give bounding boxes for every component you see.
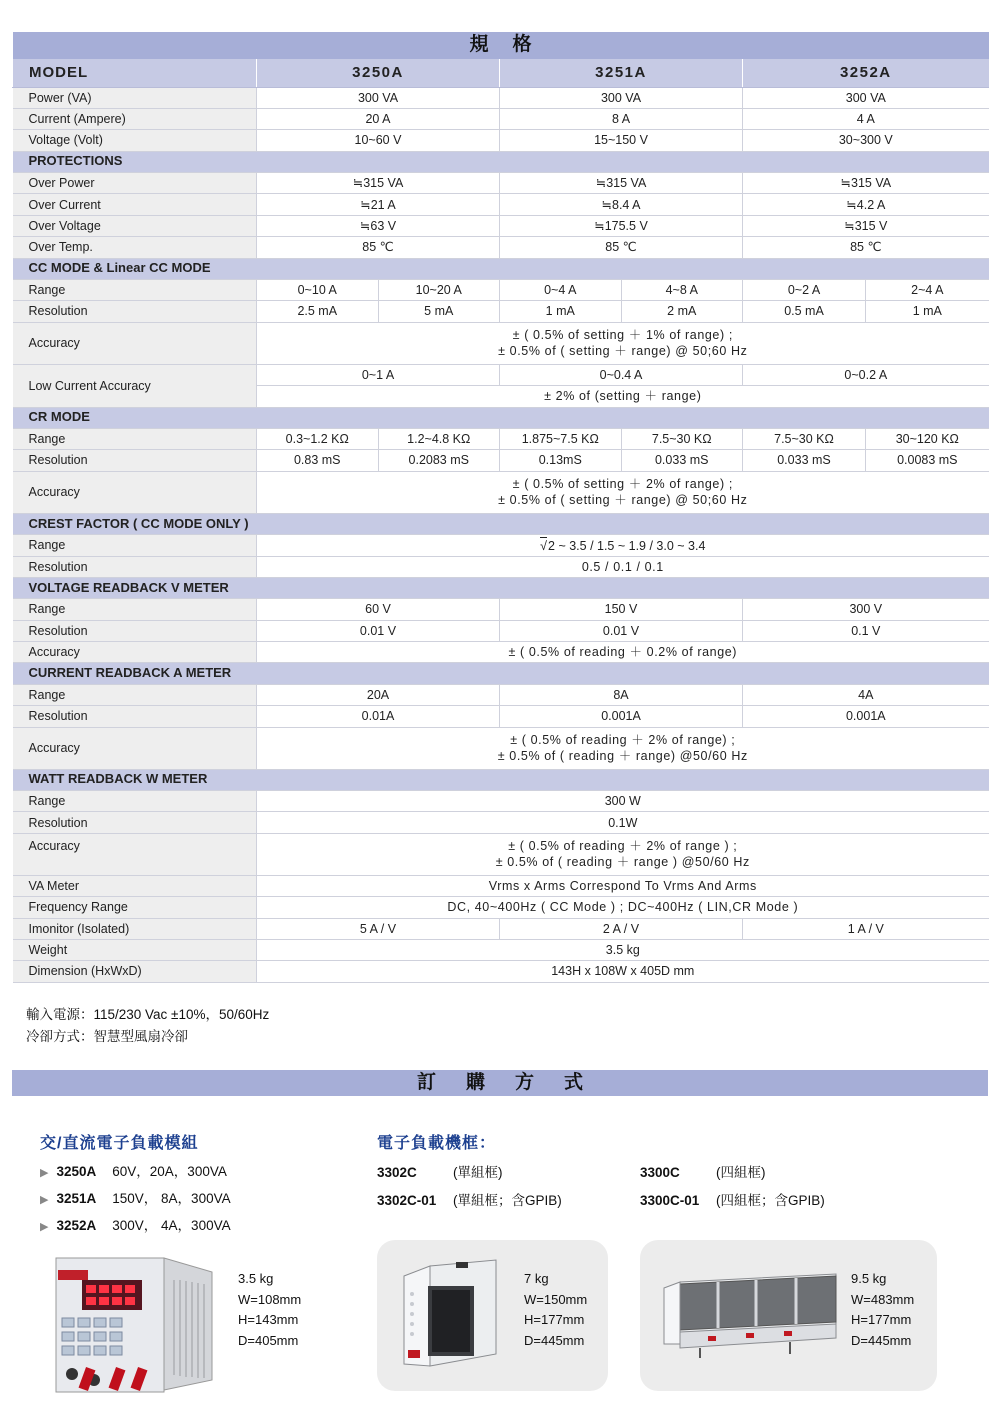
crest-range-value: 2 ~ 3.5 / 1.5 ~ 1.9 / 3.0 ~ 3.4 bbox=[548, 538, 706, 553]
spec-height: H=177mm bbox=[851, 1312, 912, 1327]
model-3251a: 3251A bbox=[500, 59, 743, 87]
cell: Vrms x Arms Correspond To Vrms And Arms bbox=[257, 875, 989, 896]
cell: 0~0.4 A bbox=[500, 364, 743, 385]
row-label: Resolution bbox=[13, 301, 257, 322]
row-label: Resolution bbox=[13, 812, 257, 833]
frame-item bbox=[377, 1161, 503, 1181]
module-model: 3251A bbox=[56, 1191, 97, 1206]
row-label: Accuracy bbox=[13, 833, 257, 875]
cell: DC, 40~400Hz ( CC Mode ) ; DC~400Hz ( LIN,CR Mode ) bbox=[257, 897, 989, 918]
cell: 85 ℃ bbox=[500, 237, 743, 258]
imonitor-row bbox=[13, 918, 989, 939]
frame-model: 3300C-01 bbox=[640, 1193, 700, 1208]
accuracy-line-1: ± ( 0.5% of reading ＋ 2% of range ) ; bbox=[508, 839, 738, 854]
module-desc: 150V， 8A，300VA bbox=[112, 1191, 231, 1206]
accuracy-line-1: ± ( 0.5% of setting ＋ 1% of range) ; bbox=[512, 328, 733, 343]
frame-item bbox=[640, 1189, 825, 1209]
frame-desc: (單組框；含GPIB) bbox=[453, 1193, 562, 1208]
cc-accuracy-row bbox=[13, 322, 989, 364]
accuracy-line-2: ± 0.5% of ( setting ＋ range) @ 50;60 Hz bbox=[498, 493, 748, 508]
module-item bbox=[40, 1187, 231, 1207]
load-module-image bbox=[52, 1250, 222, 1395]
row-label: Over Temp. bbox=[13, 237, 257, 258]
product-specs bbox=[851, 1269, 914, 1351]
cell: 10~60 V bbox=[257, 130, 500, 151]
triangle-right-icon: ▶ bbox=[40, 1221, 49, 1233]
quad-frame-image bbox=[660, 1270, 840, 1366]
cell: 5 mA bbox=[378, 301, 500, 322]
spec-weight: 9.5 kg bbox=[851, 1271, 887, 1286]
frame-desc: (四組框；含GPIB) bbox=[716, 1193, 825, 1208]
accuracy-cell bbox=[257, 322, 989, 364]
power-row bbox=[13, 87, 989, 108]
cell: ≒315 VA bbox=[500, 173, 743, 194]
cell: 0.5 / 0.1 / 0.1 bbox=[257, 556, 989, 577]
cell: 4~8 A bbox=[621, 280, 743, 301]
cell: ≒315 V bbox=[743, 215, 989, 236]
square-root-icon: √ bbox=[540, 538, 548, 553]
module-bay-inner bbox=[432, 1290, 470, 1352]
section-heading: PROTECTIONS bbox=[13, 151, 989, 172]
w-resolution-row bbox=[13, 812, 989, 833]
row-label: Voltage (Volt) bbox=[13, 130, 257, 151]
cell: 150 V bbox=[500, 599, 743, 620]
cooling-note: 冷卻方式：智慧型風扇冷卻 bbox=[26, 1029, 188, 1044]
accuracy-line-2: ± 0.5% of ( reading ＋ range) @50/60 Hz bbox=[497, 749, 748, 764]
row-label: Range bbox=[13, 791, 257, 812]
row-label: Resolution bbox=[13, 620, 257, 641]
cell: 143H x 108W x 405D mm bbox=[257, 961, 989, 982]
cell: 0.01A bbox=[257, 706, 500, 727]
cell: 1 mA bbox=[500, 301, 622, 322]
row-label: Power (VA) bbox=[13, 87, 257, 108]
row-label: Low Current Accuracy bbox=[13, 364, 257, 407]
cell: 300 W bbox=[257, 791, 989, 812]
cell: 85 ℃ bbox=[743, 237, 989, 258]
rack-ear bbox=[664, 1282, 680, 1344]
spec-width: W=108mm bbox=[238, 1291, 302, 1307]
cell: ≒315 VA bbox=[743, 173, 989, 194]
cell: 30~120 KΩ bbox=[866, 428, 989, 449]
footnotes bbox=[26, 1004, 269, 1048]
crest-resolution-row bbox=[13, 556, 989, 577]
row-label: Frequency Range bbox=[13, 897, 257, 918]
v-range-row bbox=[13, 599, 989, 620]
cell: 7.5~30 KΩ bbox=[621, 428, 743, 449]
cell: 15~150 V bbox=[500, 130, 743, 151]
cell: ≒175.5 V bbox=[500, 215, 743, 236]
cell: 85 ℃ bbox=[257, 237, 500, 258]
dimension-row bbox=[13, 961, 989, 982]
cc-range-row bbox=[13, 280, 989, 301]
spec-height: H=143mm bbox=[238, 1312, 299, 1327]
accuracy-line-2: ± 0.5% of ( setting ＋ range) @ 50;60 Hz bbox=[498, 344, 748, 359]
row-label: VA Meter bbox=[13, 875, 257, 896]
cell: 4 A bbox=[743, 108, 989, 129]
row-label: Accuracy bbox=[13, 322, 257, 364]
cell: 2 A / V bbox=[500, 918, 743, 939]
cell: 0.001A bbox=[743, 706, 989, 727]
row-label: Accuracy bbox=[13, 642, 257, 663]
cell: 4A bbox=[743, 684, 989, 705]
cell: 1 A / V bbox=[743, 918, 989, 939]
frame-model: 3300C bbox=[640, 1165, 680, 1180]
cell: 0.01 V bbox=[257, 620, 500, 641]
a-resolution-row bbox=[13, 706, 989, 727]
module-model: 3252A bbox=[56, 1218, 97, 1233]
voltage-row bbox=[13, 130, 989, 151]
row-label: Accuracy bbox=[13, 727, 257, 769]
accuracy-cell bbox=[257, 471, 989, 513]
model-3252a: 3252A bbox=[743, 59, 989, 87]
spec-depth: D=445mm bbox=[851, 1332, 912, 1348]
a-range-row bbox=[13, 684, 989, 705]
w-range-row bbox=[13, 791, 989, 812]
cell: 1.2~4.8 KΩ bbox=[378, 428, 500, 449]
cr-resolution-row bbox=[13, 450, 989, 471]
cell: 3.5 kg bbox=[257, 940, 989, 961]
cell: 2.5 mA bbox=[257, 301, 379, 322]
section-heading: CREST FACTOR ( CC MODE ONLY ) bbox=[13, 513, 989, 534]
terminal-black bbox=[66, 1368, 78, 1380]
accuracy-line-1: ± ( 0.5% of setting ＋ 2% of range) ; bbox=[512, 477, 733, 491]
section-heading: CC MODE & Linear CC MODE bbox=[13, 258, 989, 279]
over-power-row bbox=[13, 173, 989, 194]
model-label: MODEL bbox=[13, 59, 257, 87]
module-heading: 交/直流電子負載模組 bbox=[40, 1135, 199, 1152]
cell: 0.1 V bbox=[743, 620, 989, 641]
cell: 2 mA bbox=[621, 301, 743, 322]
row-label: Over Power bbox=[13, 173, 257, 194]
cell: 0.13mS bbox=[500, 450, 622, 471]
low-current-row bbox=[13, 364, 989, 385]
spec-title: 規格 bbox=[13, 32, 989, 59]
power-input-note: 輸入電源：115/230 Vac ±10%，50/60Hz bbox=[26, 1007, 270, 1022]
frame-desc: (單組框) bbox=[453, 1165, 503, 1180]
row-label: Accuracy bbox=[13, 471, 257, 513]
frame-item bbox=[640, 1161, 766, 1181]
row-label: Over Voltage bbox=[13, 215, 257, 236]
cell: 0~4 A bbox=[500, 280, 622, 301]
row-label: Dimension (HxWxD) bbox=[13, 961, 257, 982]
module-item bbox=[40, 1214, 231, 1234]
row-label: Range bbox=[13, 535, 257, 556]
quad-frame-bays bbox=[680, 1276, 836, 1330]
over-temp-row bbox=[13, 237, 989, 258]
cell: 60 V bbox=[257, 599, 500, 620]
led-display bbox=[82, 1280, 142, 1310]
module-desc: 300V， 4A，300VA bbox=[112, 1218, 231, 1233]
row-label: Range bbox=[13, 599, 257, 620]
cell: 30~300 V bbox=[743, 130, 989, 151]
cell: 20A bbox=[257, 684, 500, 705]
cell: 2~4 A bbox=[866, 280, 989, 301]
cell: 0.033 mS bbox=[621, 450, 743, 471]
cell: 0.01 V bbox=[500, 620, 743, 641]
current-row bbox=[13, 108, 989, 129]
module-model: 3250A bbox=[56, 1164, 97, 1179]
section-heading: WATT READBACK W METER bbox=[13, 769, 989, 790]
cell: 300 VA bbox=[500, 87, 743, 108]
accuracy-cell bbox=[257, 727, 989, 769]
cell: 10~20 A bbox=[378, 280, 500, 301]
cell: 8 A bbox=[500, 108, 743, 129]
cell: 0.0083 mS bbox=[866, 450, 989, 471]
cell: ≒21 A bbox=[257, 194, 500, 215]
section-heading: VOLTAGE READBACK V METER bbox=[13, 577, 989, 598]
a-accuracy-row bbox=[13, 727, 989, 769]
cell: 300 VA bbox=[743, 87, 989, 108]
cell: 20 A bbox=[257, 108, 500, 129]
cell: 0.3~1.2 KΩ bbox=[257, 428, 379, 449]
cr-accuracy-row bbox=[13, 471, 989, 513]
row-label: Current (Ampere) bbox=[13, 108, 257, 129]
order-title: 訂購方式 bbox=[12, 1070, 988, 1096]
cell: 300 V bbox=[743, 599, 989, 620]
spec-depth: D=445mm bbox=[524, 1332, 585, 1348]
cell: 0.2083 mS bbox=[378, 450, 500, 471]
cell: 300 VA bbox=[257, 87, 500, 108]
cell: ≒63 V bbox=[257, 215, 500, 236]
spec-weight: 7 kg bbox=[524, 1271, 549, 1286]
frequency-row bbox=[13, 897, 989, 918]
spec-width: W=150mm bbox=[524, 1291, 588, 1307]
cell: 0.033 mS bbox=[743, 450, 866, 471]
spec-weight: 3.5 kg bbox=[238, 1271, 274, 1286]
cell: 8A bbox=[500, 684, 743, 705]
cc-resolution-row bbox=[13, 301, 989, 322]
product-specs bbox=[238, 1269, 301, 1351]
module-side-panel bbox=[164, 1258, 212, 1390]
cell: ± ( 0.5% of reading ＋ 0.2% of range) bbox=[257, 642, 989, 663]
cell: 0.5 mA bbox=[743, 301, 866, 322]
cell: 0.1W bbox=[257, 812, 989, 833]
row-label: Range bbox=[13, 684, 257, 705]
cell: 0~10 A bbox=[257, 280, 379, 301]
cell: 0~1 A bbox=[257, 364, 500, 385]
frame-desc: (四組框) bbox=[716, 1165, 766, 1180]
spec-table bbox=[12, 32, 989, 983]
model-3250a: 3250A bbox=[257, 59, 500, 87]
power-switch bbox=[408, 1350, 420, 1358]
row-label: Range bbox=[13, 428, 257, 449]
cell: 0.001A bbox=[500, 706, 743, 727]
cell: 1.875~7.5 KΩ bbox=[500, 428, 622, 449]
section-heading: CR MODE bbox=[13, 407, 989, 428]
carry-handle bbox=[456, 1262, 468, 1268]
cell: ≒4.2 A bbox=[743, 194, 989, 215]
row-label: Imonitor (Isolated) bbox=[13, 918, 257, 939]
frame-model: 3302C-01 bbox=[377, 1193, 437, 1208]
va-meter-row bbox=[13, 875, 989, 896]
v-accuracy-row bbox=[13, 642, 989, 663]
triangle-right-icon: ▶ bbox=[40, 1194, 49, 1206]
single-frame-image bbox=[400, 1258, 510, 1374]
row-label: Over Current bbox=[13, 194, 257, 215]
frame-heading: 電子負載機框： bbox=[377, 1135, 497, 1152]
cell: 0.83 mS bbox=[257, 450, 379, 471]
spec-depth: D=405mm bbox=[238, 1332, 299, 1348]
cell: ± 2% of (setting ＋ range) bbox=[257, 386, 989, 407]
section-heading: CURRENT READBACK A METER bbox=[13, 663, 989, 684]
row-label: Resolution bbox=[13, 556, 257, 577]
cell bbox=[257, 535, 989, 556]
accuracy-cell bbox=[257, 833, 989, 875]
over-current-row bbox=[13, 194, 989, 215]
cell: 1 mA bbox=[866, 301, 989, 322]
cr-range-row bbox=[13, 428, 989, 449]
cell: ≒315 VA bbox=[257, 173, 500, 194]
v-resolution-row bbox=[13, 620, 989, 641]
row-label: Weight bbox=[13, 940, 257, 961]
cell: 0~2 A bbox=[743, 280, 866, 301]
cell: 5 A / V bbox=[257, 918, 500, 939]
cell: ≒8.4 A bbox=[500, 194, 743, 215]
weight-row bbox=[13, 940, 989, 961]
frame-item bbox=[377, 1189, 562, 1209]
spec-height: H=177mm bbox=[524, 1312, 585, 1327]
w-accuracy-row bbox=[13, 833, 989, 875]
cell: 0~0.2 A bbox=[743, 364, 989, 385]
module-item bbox=[40, 1160, 227, 1180]
brand-badge bbox=[58, 1270, 88, 1280]
accuracy-line-2: ± 0.5% of ( reading ＋ range ) @50/60 Hz bbox=[495, 855, 750, 870]
product-specs bbox=[524, 1269, 587, 1351]
over-voltage-row bbox=[13, 215, 989, 236]
row-label: Range bbox=[13, 280, 257, 301]
cell: 7.5~30 KΩ bbox=[743, 428, 866, 449]
frame-model: 3302C bbox=[377, 1165, 417, 1180]
crest-range-row bbox=[13, 535, 989, 556]
accuracy-line-1: ± ( 0.5% of reading ＋ 2% of range) ; bbox=[510, 732, 736, 747]
row-label: Resolution bbox=[13, 450, 257, 471]
triangle-right-icon: ▶ bbox=[40, 1167, 49, 1179]
row-label: Resolution bbox=[13, 706, 257, 727]
module-desc: 60V，20A，300VA bbox=[112, 1164, 227, 1179]
spec-width: W=483mm bbox=[851, 1291, 915, 1307]
